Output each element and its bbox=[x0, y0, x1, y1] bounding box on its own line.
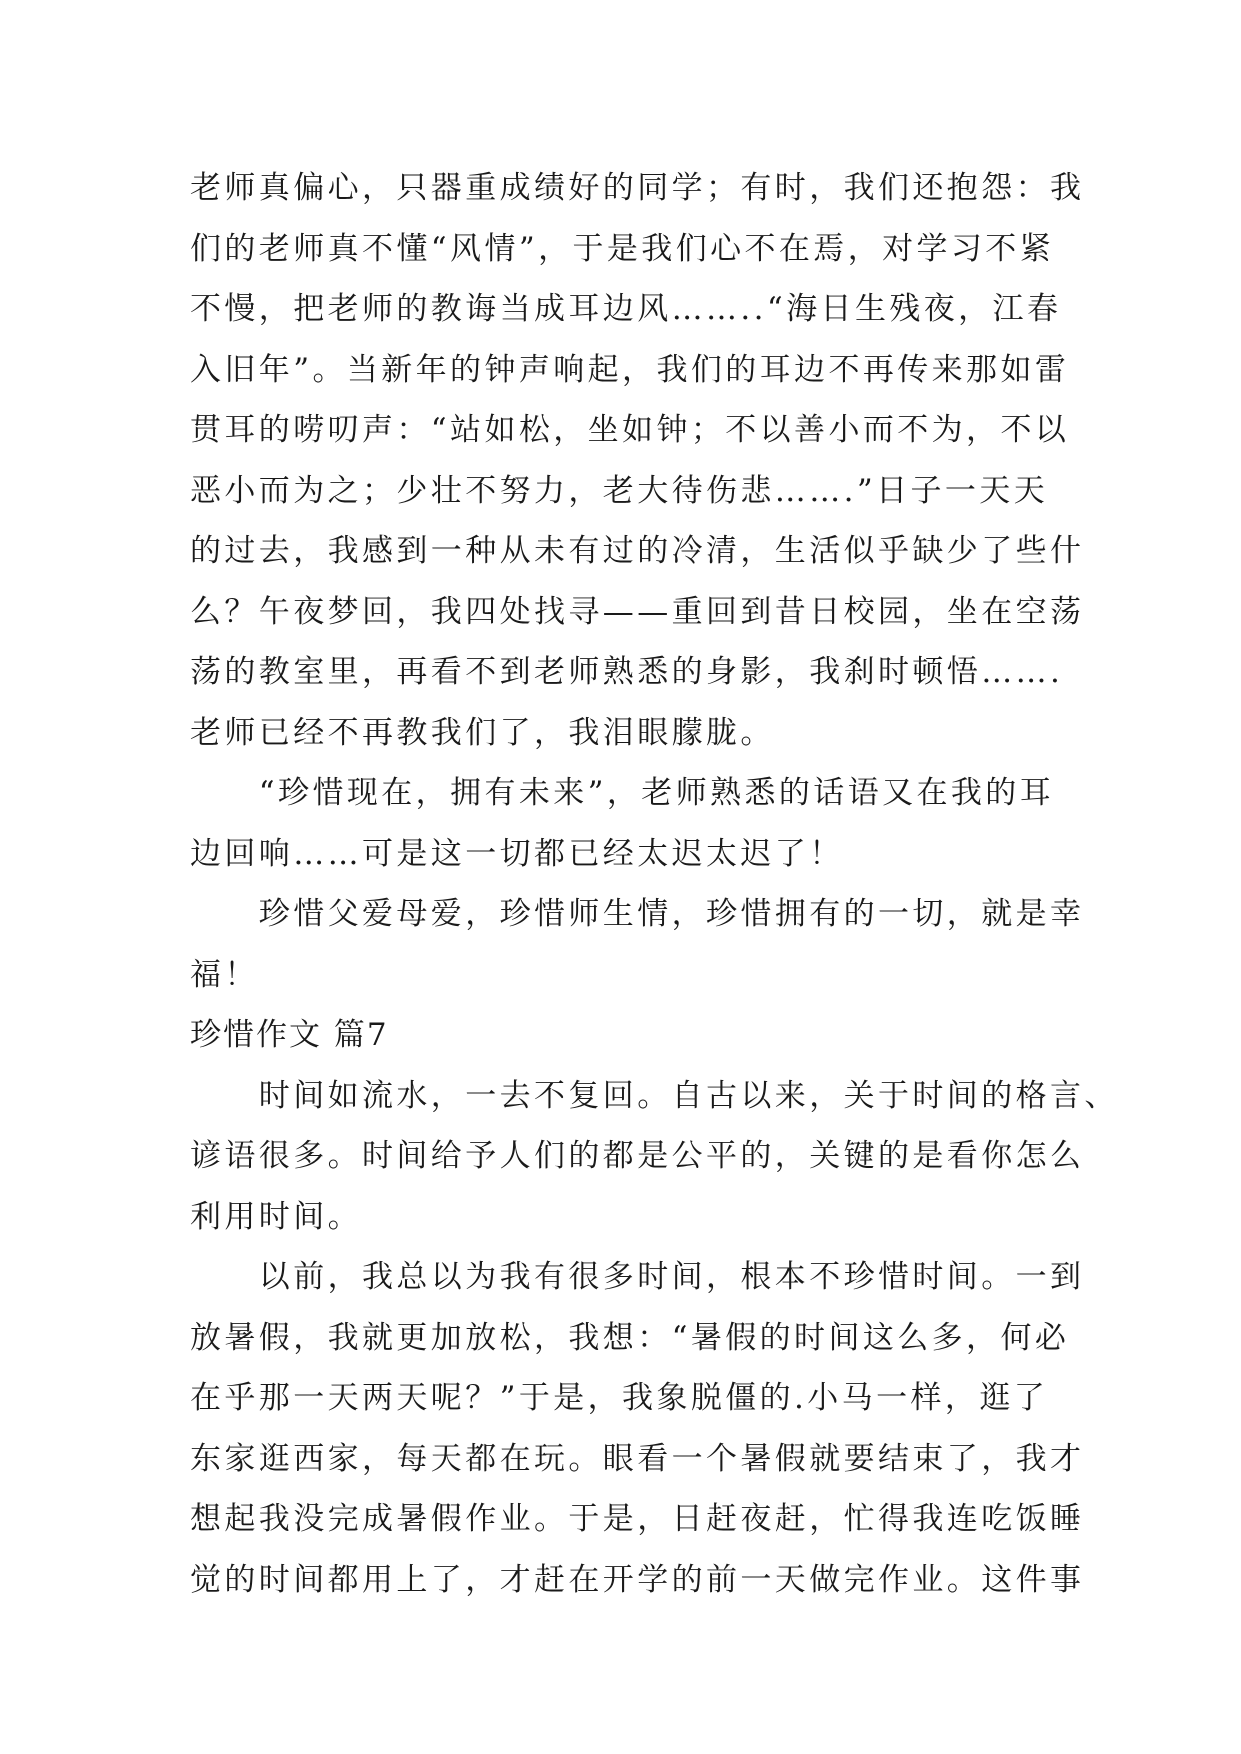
paragraph-line: 边回响……可是这一切都已经太迟太迟了！ bbox=[190, 835, 844, 872]
paragraph-line: “珍惜现在，拥有未来”，老师熟悉的话语又在我的耳 bbox=[190, 775, 1055, 811]
paragraph-line: 想起我没完成暑假作业。于是，日赶夜赶，忙得我连吃饭睡 bbox=[190, 1501, 1085, 1537]
paragraph-line: 老师已经不再教我们了，我泪眼朦胧。 bbox=[190, 714, 775, 751]
paragraph-line: 珍惜父爱母爱，珍惜师生情，珍惜拥有的一切，就是幸 bbox=[190, 896, 1085, 932]
paragraph-line: 放暑假，我就更加放松，我想：“暑假的时间这么多，何必 bbox=[190, 1319, 1070, 1356]
paragraph-line: 贯耳的唠叨声：“站如松，坐如钟；不以善小而不为，不以 bbox=[190, 412, 1070, 448]
paragraph-line: 在乎那一天两天呢？”于是，我象脱僵的.小马一样，逛了 bbox=[190, 1380, 1049, 1416]
paragraph-line: 的过去，我感到一种从未有过的冷清，生活似乎缺少了些什 bbox=[190, 533, 1085, 569]
paragraph-line: 谚语很多。时间给予人们的都是公平的，关键的是看你怎么 bbox=[190, 1138, 1085, 1174]
paragraph-line: 么？午夜梦回，我四处找寻——重回到昔日校园，坐在空荡 bbox=[190, 593, 1085, 630]
paragraph-line: 以前，我总以为我有很多时间，根本不珍惜时间。一到 bbox=[190, 1259, 1085, 1295]
paragraph-line: 东家逛西家，每天都在玩。眼看一个暑假就要结束了，我才 bbox=[190, 1440, 1085, 1477]
paragraph-line: 利用时间。 bbox=[190, 1198, 362, 1235]
paragraph-line: 不慢，把老师的教诲当成耳边风……..“海日生残夜，江春 bbox=[190, 291, 1062, 327]
section-heading: 珍惜作文 篇7 bbox=[190, 1017, 389, 1053]
paragraph-line: 荡的教室里，再看不到老师熟悉的身影，我刹时顿悟……. bbox=[190, 654, 1064, 690]
paragraph-line: 时间如流水，一去不复回。自古以来，关于时间的格言、 bbox=[190, 1077, 1119, 1114]
document-body bbox=[190, 158, 1119, 1610]
paragraph-line: 入旧年”。当新年的钟声响起，我们的耳边不再传来那如雷 bbox=[190, 351, 1070, 388]
paragraph-line: 们的老师真不懂“风情”，于是我们心不在焉，对学习不紧 bbox=[190, 230, 1055, 267]
paragraph-line: 老师真偏心，只器重成绩好的同学；有时，我们还抱怨：我 bbox=[190, 170, 1085, 206]
paragraph-line: 觉的时间都用上了，才赶在开学的前一天做完作业。这件事 bbox=[190, 1561, 1085, 1598]
paragraph-line: 福！ bbox=[190, 956, 259, 993]
paragraph-line: 恶小而为之；少壮不努力，老大待伤悲…….”日子一天天 bbox=[190, 472, 1049, 509]
